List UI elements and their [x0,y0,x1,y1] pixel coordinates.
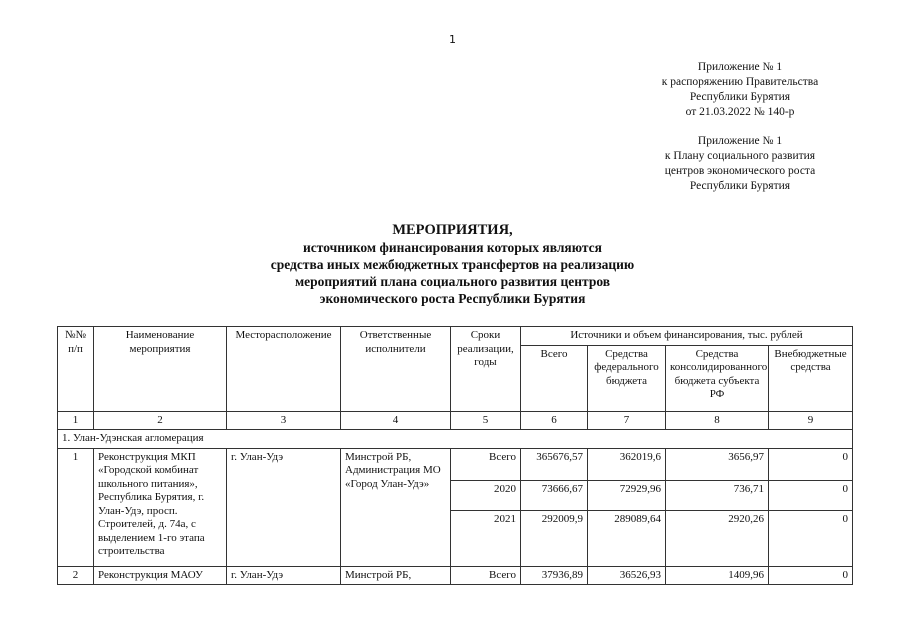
document-title [0,222,905,307]
funding-table [57,326,853,585]
row-consolidated: 736,71 [666,480,769,510]
row-federal: 36526,93 [588,566,666,585]
row-consolidated: 2920,26 [666,510,769,566]
title-line: источником финансирования которых являются [303,240,602,255]
appendix-1-line: к распоряжению Правительства [661,76,819,88]
row-executors: Минстрой РБ, Администрация МО «Город Улан-Удэ» [341,448,451,566]
row-offbudget: 0 [769,448,853,480]
column-number: 9 [769,411,853,430]
row-executors: Минстрой РБ, [341,566,451,585]
header-federal: Средства федерального бюджета [588,345,666,411]
title-line: экономического роста Республики Бурятия [319,291,586,306]
row-offbudget: 0 [769,566,853,585]
row-federal: 362019,6 [588,448,666,480]
column-number: 5 [451,411,521,430]
section-title: 1. Улан-Удэнская агломерация [58,430,853,449]
header-location: Месторасположение [227,327,341,412]
appendix-2-line: центров экономического роста [664,165,816,177]
row-total: 292009,9 [521,510,588,566]
row-offbudget: 0 [769,480,853,510]
row-name: Реконструкция МАОУ [94,566,227,585]
row-federal: 72929,96 [588,480,666,510]
header-sources: Источники и объем финансирования, тыс. рублей [521,327,853,346]
row-num: 2 [58,566,94,585]
row-consolidated: 1409,96 [666,566,769,585]
column-number: 7 [588,411,666,430]
column-number: 4 [341,411,451,430]
header-executors: Ответственные исполнители [341,327,451,412]
appendix-1-line: Приложение № 1 [697,61,783,73]
row-term: 2020 [451,480,521,510]
table-row [58,448,853,480]
table-row [58,566,853,585]
appendix-block-1 [630,60,850,120]
page-number: 1 [449,33,456,46]
column-number: 2 [94,411,227,430]
header-total: Всего [521,345,588,411]
appendix-2-line: к Плану социального развития [664,150,816,162]
header-row [58,327,853,346]
column-number-row [58,411,853,430]
row-location: г. Улан-Удэ [227,566,341,585]
title-line: мероприятий плана социального развития центров [294,274,611,289]
appendix-1-line: от 21.03.2022 № 140-р [685,106,795,118]
title-line: средства иных межбюджетных трансфертов на реализацию [270,257,635,272]
row-term: Всего [451,566,521,585]
header-consolidated: Средства консолидированного бюджета субъекта РФ [666,345,769,411]
header-num: №№ п/п [58,327,94,412]
column-number: 6 [521,411,588,430]
row-offbudget: 0 [769,510,853,566]
row-total: 365676,57 [521,448,588,480]
appendix-1-line: Республики Бурятия [689,91,791,103]
row-name: Реконструкция МКП «Городской комбинат школьного питания», Республика Бурятия, г. Улан-Удэ, просп. Строителей, д. 74а, с выделением 1-го этапа строительства [94,448,227,566]
column-number: 1 [58,411,94,430]
title-main: МЕРОПРИЯТИЯ, [392,222,513,238]
row-term: 2021 [451,510,521,566]
header-offbudget: Внебюджетные средства [769,345,853,411]
header-name: Наименование мероприятия [94,327,227,412]
row-federal: 289089,64 [588,510,666,566]
section-row [58,430,853,449]
appendix-2-line: Республики Бурятия [689,180,791,192]
row-term: Всего [451,448,521,480]
row-total: 37936,89 [521,566,588,585]
header-terms: Сроки реализации, годы [451,327,521,412]
row-consolidated: 3656,97 [666,448,769,480]
appendix-2-line: Приложение № 1 [697,135,783,147]
row-location: г. Улан-Удэ [227,448,341,566]
row-total: 73666,67 [521,480,588,510]
column-number: 3 [227,411,341,430]
appendix-block-2 [630,134,850,194]
column-number: 8 [666,411,769,430]
row-num: 1 [58,448,94,566]
